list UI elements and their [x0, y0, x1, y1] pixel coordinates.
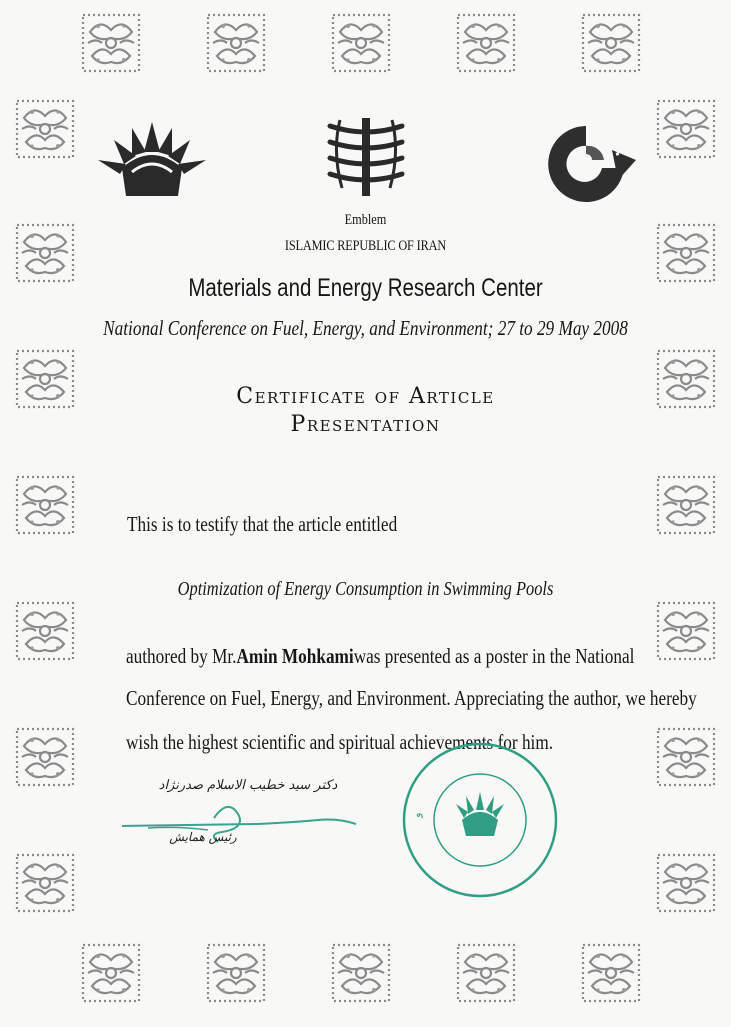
signature-block — [118, 774, 368, 864]
petal-emblem-icon — [92, 112, 212, 202]
ornament-tile-icon — [14, 474, 76, 536]
authored-prefix: authored by Mr. — [126, 644, 237, 668]
ornament-tile-icon — [455, 942, 517, 1004]
certificate-title-line1: Certificate of Article — [236, 384, 495, 409]
ornament-tile-icon — [655, 600, 717, 662]
body-line-2: Conference on Fuel, Energy, and Environment. Appreciating the author, we hereby — [126, 686, 697, 710]
authored-line — [126, 644, 635, 669]
ornament-tile-icon — [455, 12, 517, 74]
institution-name: Materials and Energy Research Center — [188, 274, 543, 302]
ornament-tile-icon — [330, 12, 392, 74]
ornament-tile-icon — [14, 98, 76, 160]
conference-line: National Conference on Fuel, Energy, and Environment; 27 to 29 May 2008 — [103, 316, 628, 340]
ornament-tile-icon — [330, 942, 392, 1004]
body-line-3: wish the highest scientific and spiritual achievements for him. — [126, 730, 554, 754]
ornament-tile-icon — [655, 852, 717, 914]
signatory-name: دکتر سید خطیب الاسلام صدرنژاد — [158, 778, 338, 793]
ornament-tile-icon — [580, 12, 642, 74]
ornament-tile-icon — [14, 726, 76, 788]
ornament-tile-icon — [655, 98, 717, 160]
ornament-tile-icon — [655, 474, 717, 536]
iran-emblem-icon — [318, 112, 414, 204]
ornament-tile-icon — [14, 852, 76, 914]
ornament-tile-icon — [14, 600, 76, 662]
author-name: Amin Mohkami — [236, 644, 354, 668]
emblem-label: Emblem — [344, 212, 387, 228]
country-name: ISLAMIC REPUBLIC OF IRAN — [284, 238, 447, 254]
ornament-tile-icon — [580, 942, 642, 1004]
article-title: Optimization of Energy Consumption in Swimming Pools — [177, 578, 554, 600]
ornament-tile-icon — [655, 726, 717, 788]
swirl-logo-icon — [532, 120, 640, 206]
signatory-role: رئیس همایش — [169, 830, 237, 844]
intro-text: This is to testify that the article entitled — [127, 512, 398, 536]
stamp-text: و — [410, 811, 424, 819]
official-stamp — [400, 740, 560, 900]
ornament-tile-icon — [80, 942, 142, 1004]
certificate-title-line2: Presentation — [290, 412, 441, 437]
ornament-tile-icon — [205, 12, 267, 74]
authored-suffix: was presented as a poster in the National — [353, 644, 635, 668]
ornament-tile-icon — [80, 12, 142, 74]
ornament-tile-icon — [205, 942, 267, 1004]
